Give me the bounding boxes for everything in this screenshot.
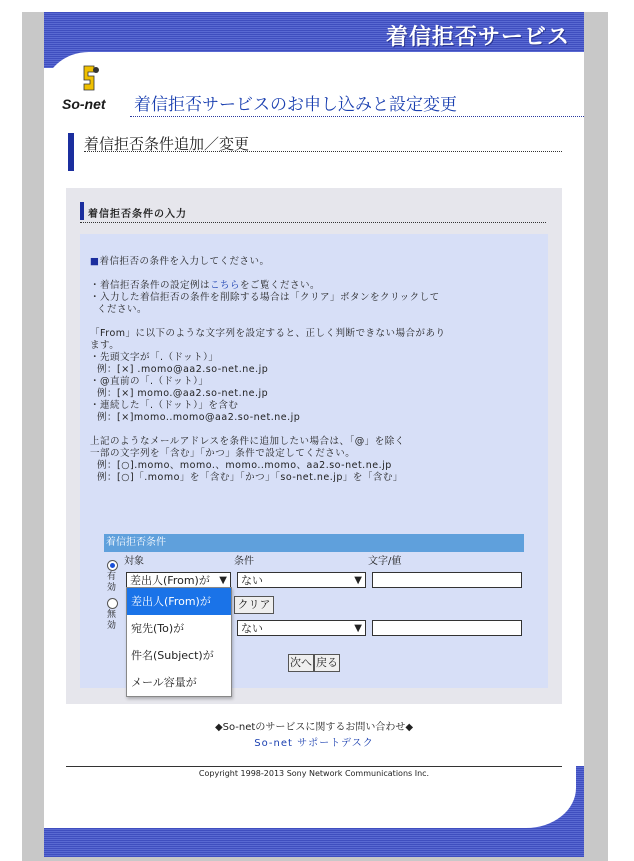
back-button[interactable]: 戻る [314, 654, 340, 672]
condition-table-title: 着信拒否条件 [104, 534, 524, 552]
instruction-line: 着信拒否の条件を入力してください。 [99, 256, 270, 267]
panel-divider [80, 222, 546, 223]
condition-table [104, 534, 524, 567]
example-link[interactable]: こちら [210, 280, 241, 291]
disabled-radio[interactable] [107, 598, 118, 609]
value-input-2[interactable] [372, 620, 522, 636]
next-button[interactable]: 次へ [288, 654, 314, 672]
copyright: Copyright 1998-2013 Sony Network Communications Inc. [198, 769, 430, 778]
workaround-example: 上記のようなメールアドレスを条件に追加したい場合は、「@」を除く 一部の文字列を「含む」「かつ」条件で設定してください。 例：[○].momo、momo.、momo..momo、aa2.so-net.ne.jp 例：[○]「.momo」を「含む」「かつ」「so-net.ne.jp」を「含む」 [90, 436, 405, 483]
chevron-down-icon: ▼ [354, 623, 362, 634]
dropdown-option[interactable]: メール容量が [131, 676, 197, 689]
target-select-1[interactable] [126, 572, 231, 588]
support-desk-link[interactable]: So-net サポートデスク [254, 738, 374, 749]
logo-mark-icon [80, 64, 100, 94]
column-value: 文字/値 [368, 556, 402, 567]
instructions-text [90, 256, 538, 484]
dropdown-option[interactable]: 件名(Subject)が [131, 649, 214, 662]
dropdown-option[interactable]: 差出人(From)が [127, 588, 231, 615]
logo-text: So-net [62, 96, 106, 112]
section-marker [68, 133, 74, 171]
condition-select-2-value: ない [241, 622, 263, 635]
section-title: 着信拒否条件追加／変更 [84, 135, 250, 153]
service-title: 着信拒否サービス [385, 25, 570, 50]
condition-select-1[interactable] [237, 572, 366, 588]
chevron-down-icon: ▼ [354, 575, 362, 586]
disabled-label: 無効 [107, 610, 117, 631]
target-dropdown-list[interactable] [126, 587, 232, 697]
value-input-1[interactable] [372, 572, 522, 588]
condition-select-1-value: ない [241, 574, 263, 587]
target-select-1-value: 差出人(From)が [130, 574, 210, 587]
example-link-after: をご覧ください。 [240, 280, 321, 291]
dot-warning: 「From」に以下のような文字列を設定すると、正しく判断できない場合があり ます。 ・先頭文字が「.（ドット）」 例：[×] .momo@aa2.so-net.ne.jp ・@直前の「.（ドット）」 例：[×] momo.@aa2.so-net.ne.jp ・連続した「.（ドット）」を含む 例：[×]momo..momo@aa2.so-net.ne.jp [90, 328, 446, 423]
panel-heading-marker [80, 202, 84, 220]
dropdown-option[interactable]: 宛先(To)が [131, 622, 185, 635]
section-divider [84, 151, 562, 152]
bullet-square-icon: ■ [90, 256, 100, 267]
example-link-before: ・着信拒否条件の設定例は [90, 280, 211, 291]
footer-divider [66, 766, 562, 767]
enabled-label: 有効 [107, 572, 117, 593]
column-target: 対象 [124, 556, 144, 567]
contact-heading: ◆So-netのサービスに関するお問い合わせ◆ [214, 722, 414, 733]
header-divider [130, 116, 584, 117]
enabled-radio[interactable] [107, 560, 118, 571]
clear-button[interactable]: クリア [234, 596, 274, 614]
so-net-logo[interactable] [56, 62, 126, 117]
page-title: 着信拒否サービスのお申し込みと設定変更 [134, 95, 457, 115]
page [44, 12, 584, 857]
clear-note: ・入力した着信拒否の条件を削除する場合は「クリア」ボタンをクリックして ください。 [90, 292, 440, 315]
column-condition: 条件 [234, 556, 254, 567]
panel-heading: 着信拒否条件の入力 [88, 209, 187, 220]
condition-select-2[interactable] [237, 620, 366, 636]
chevron-down-icon: ▼ [219, 575, 227, 586]
